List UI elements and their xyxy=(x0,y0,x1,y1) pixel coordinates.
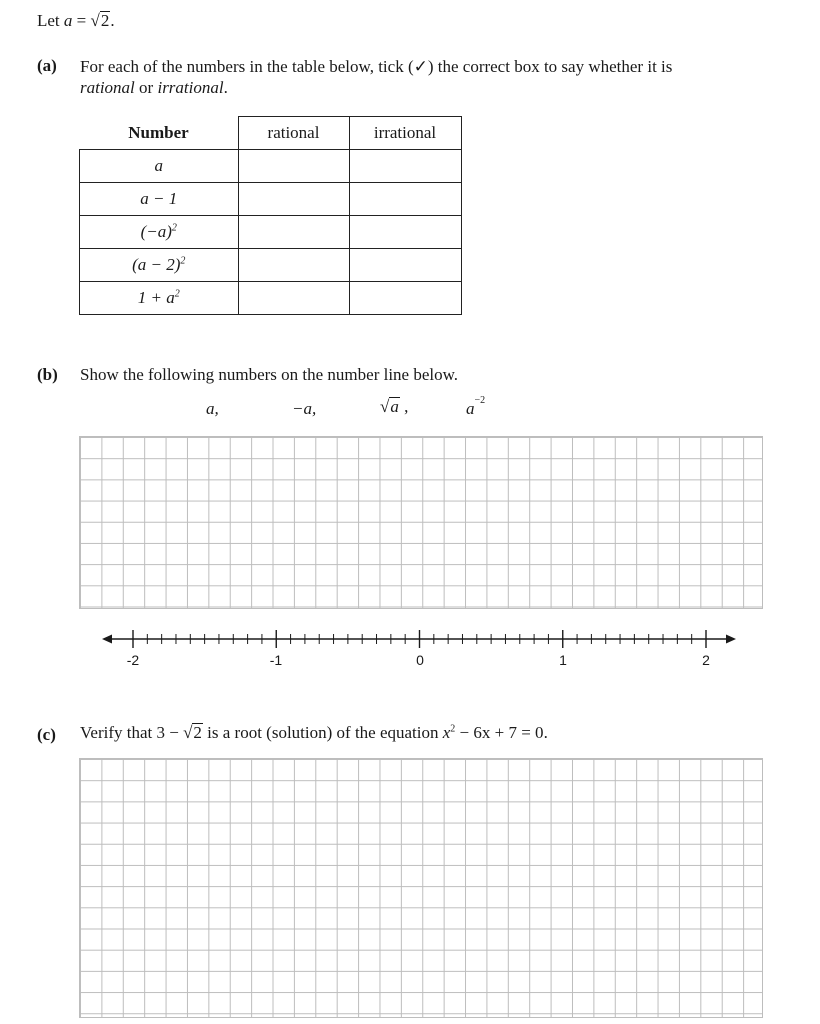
power-base: a xyxy=(466,399,475,418)
equation-exp: 2 xyxy=(450,723,456,735)
intro-eq: = xyxy=(72,11,91,30)
part-c-question xyxy=(80,723,548,743)
rational-checkbox[interactable] xyxy=(238,183,349,216)
part-c-text-2: is a root (solution) of the equation xyxy=(202,723,443,742)
part-a-question xyxy=(80,56,770,98)
table-row xyxy=(80,282,462,315)
number-cell xyxy=(80,150,239,183)
rational-table xyxy=(79,116,462,315)
sqrt-symbol-icon: √ xyxy=(90,11,100,30)
tick-label: 0 xyxy=(416,652,424,668)
number-base: 1 + a xyxy=(137,288,175,307)
rational-checkbox[interactable] xyxy=(238,150,349,183)
table-row xyxy=(80,216,462,249)
number-a-inverse-square xyxy=(466,395,486,419)
intro-suffix: . xyxy=(110,11,115,30)
irrational-checkbox[interactable] xyxy=(349,216,461,249)
rational-checkbox[interactable] xyxy=(238,216,349,249)
working-grid-c[interactable] xyxy=(79,758,763,1018)
part-b-text: Show the following numbers on the number line below. xyxy=(80,365,459,384)
part-c-label: (c) xyxy=(37,725,56,744)
sqrt-symbol-icon: √ xyxy=(183,723,193,742)
number-exp: 2 xyxy=(174,288,180,300)
number-base: (a − 2) xyxy=(132,255,181,274)
tick-label: -1 xyxy=(269,652,283,668)
number-sqrt-a xyxy=(380,397,408,417)
arrow-right-icon xyxy=(726,635,736,644)
irrational-checkbox[interactable] xyxy=(349,282,461,315)
part-a-label: (a) xyxy=(37,56,57,75)
arrow-left-icon xyxy=(102,635,112,644)
number-base: (−a) xyxy=(140,222,172,241)
rational-checkbox[interactable] xyxy=(238,282,349,315)
number-exp: 2 xyxy=(180,255,186,267)
word-rational: rational xyxy=(80,78,135,97)
number-neg-a: −a, xyxy=(292,399,317,418)
part-c-radicand: 2 xyxy=(193,723,202,742)
number-line-ticks xyxy=(133,630,706,648)
word-or: or xyxy=(134,78,158,97)
intro-line xyxy=(37,11,115,31)
number-a: a, xyxy=(206,399,219,418)
power-exp: −2 xyxy=(474,395,486,407)
intro-radicand: 2 xyxy=(100,11,110,30)
header-irrational: irrational xyxy=(349,117,461,150)
intro-prefix: Let xyxy=(37,11,60,30)
number-cell xyxy=(80,249,239,282)
number-base: a xyxy=(154,156,163,175)
table-row xyxy=(80,183,462,216)
sqrt-symbol-icon: √ xyxy=(380,397,390,416)
word-irrational: irrational xyxy=(157,78,224,97)
number-base: a − 1 xyxy=(140,189,178,208)
number-cell xyxy=(80,282,239,315)
intro-var: a xyxy=(63,11,73,30)
irrational-checkbox[interactable] xyxy=(349,183,461,216)
number-cell xyxy=(80,216,239,249)
table-header-row xyxy=(80,117,462,150)
part-c-text-1: Verify that 3 − xyxy=(80,723,184,742)
working-grid-b[interactable] xyxy=(79,436,763,609)
part-b-label: (b) xyxy=(37,365,58,384)
header-rational: rational xyxy=(238,117,349,150)
sqrt-a-radicand: a xyxy=(390,397,399,416)
rational-checkbox[interactable] xyxy=(238,249,349,282)
sqrt-a-suffix: , xyxy=(399,397,409,416)
header-number: Number xyxy=(80,117,239,150)
table-row xyxy=(80,249,462,282)
irrational-checkbox[interactable] xyxy=(349,150,461,183)
equation-rest: − 6x + 7 = 0 xyxy=(455,723,544,742)
number-cell xyxy=(80,183,239,216)
part-c-end: . xyxy=(543,723,548,742)
number-exp: 2 xyxy=(171,222,177,234)
tick-label: 2 xyxy=(702,652,710,668)
tick-label: 1 xyxy=(559,652,567,668)
irrational-checkbox[interactable] xyxy=(349,249,461,282)
table-row xyxy=(80,150,462,183)
equation-x: x xyxy=(442,723,451,742)
part-a-text: For each of the numbers in the table below, tick (✓) the correct box to say whether it is xyxy=(80,57,673,76)
tick-label: -2 xyxy=(126,652,140,668)
part-a-end: . xyxy=(223,78,228,97)
